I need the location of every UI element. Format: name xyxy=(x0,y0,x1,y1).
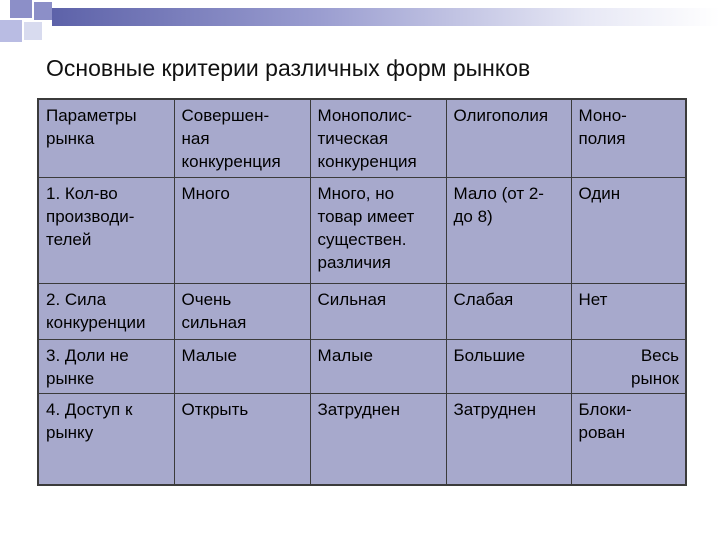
table-row xyxy=(38,393,686,485)
table-cell: Много, но товар имеет существен. различия xyxy=(310,177,446,283)
header-cell: Олигополия xyxy=(446,99,571,177)
table-cell: Затруднен xyxy=(446,393,571,485)
table-row xyxy=(38,339,686,393)
table-cell: Мало (от 2- до 8) xyxy=(446,177,571,283)
decor-square xyxy=(24,22,42,40)
table-cell: Малые xyxy=(310,339,446,393)
table-cell: 4. Доступ к рынку xyxy=(38,393,174,485)
header-cell: Монополис- тическая конкуренция xyxy=(310,99,446,177)
header-cell: Моно- полия xyxy=(571,99,686,177)
table-cell: Блоки- рован xyxy=(571,393,686,485)
table-cell: Много xyxy=(174,177,310,283)
decor-square xyxy=(10,0,32,18)
table-cell: Открыть xyxy=(174,393,310,485)
table-cell: 1. Кол-во производи- телей xyxy=(38,177,174,283)
table-cell: 2. Сила конкуренции xyxy=(38,283,174,339)
header-cell: Параметры рынка xyxy=(38,99,174,177)
table-cell: Весь рынок xyxy=(571,339,686,393)
table-row xyxy=(38,177,686,283)
table-cell: Очень сильная xyxy=(174,283,310,339)
table-cell: Один xyxy=(571,177,686,283)
table-cell: Затруднен xyxy=(310,393,446,485)
table-cell: Слабая xyxy=(446,283,571,339)
table-header-row xyxy=(38,99,686,177)
header-cell: Совершен- ная конкуренция xyxy=(174,99,310,177)
table-row xyxy=(38,283,686,339)
table-cell: Малые xyxy=(174,339,310,393)
table-cell: Большие xyxy=(446,339,571,393)
table-cell: Сильная xyxy=(310,283,446,339)
decor-square xyxy=(0,20,22,42)
decor-square xyxy=(34,2,52,20)
slide-title: Основные критерии различных форм рынков xyxy=(46,55,531,81)
table-cell: 3. Доли не рынке xyxy=(38,339,174,393)
header-gradient-band xyxy=(52,8,720,26)
table-cell: Нет xyxy=(571,283,686,339)
market-criteria-table xyxy=(37,98,687,486)
